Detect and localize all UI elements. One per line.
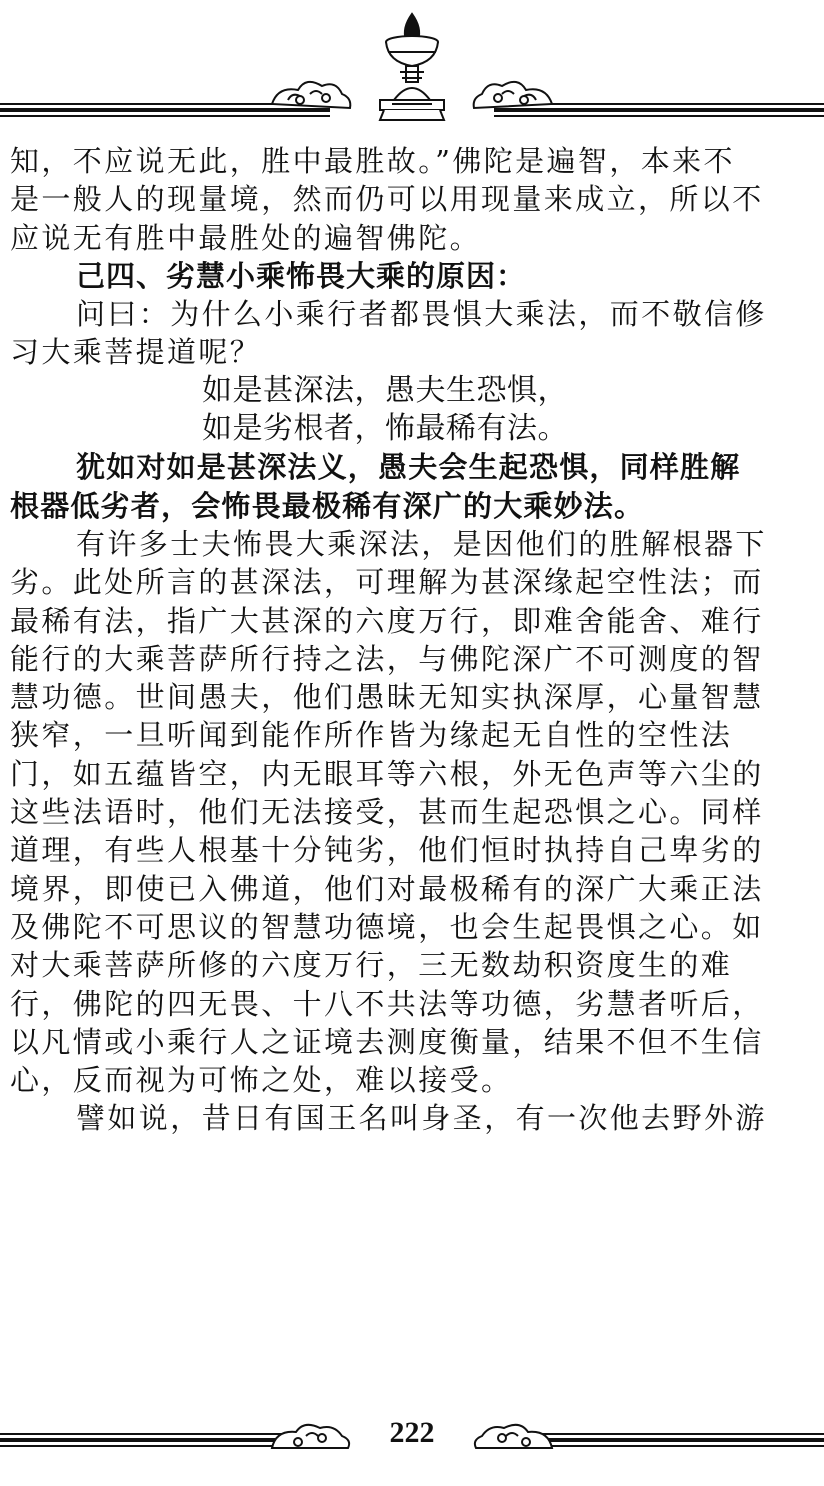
page-content [10,142,810,1138]
footer-left-rule [0,1434,290,1446]
commentary-line: 境界，即使已入佛道，他们对最极稀有的深广大乘正法 [10,871,764,906]
explanation-line: 犹如对如是甚深法义，愚夫会生起恐惧，同样胜解 [76,450,741,485]
question-line: 习大乘菩提道呢？ [10,335,262,370]
question-line: 问曰：为什么小乘行者都畏惧大乘法，而不敬信修 [76,297,767,332]
text-line: 应说无有胜中最胜处的遍智佛陀。 [10,220,482,255]
auspicious-cloud-icon [272,1425,349,1448]
commentary-line: 道理，有些人根基十分钝劣，他们恒时执持自己卑劣的 [10,833,764,868]
commentary-line: 这些法语时，他们无法接受，甚而生起恐惧之心。同样 [10,795,764,830]
footer-right-rule [534,1434,824,1446]
text-line: 譬如说，昔日有国王名叫身圣，有一次他去野外游 [76,1101,767,1136]
butter-lamp-icon [380,14,444,120]
commentary-line: 狭窄，一旦听闻到能作所作皆为缘起无自性的空性法 [10,718,733,753]
page-number: 222 [389,1416,435,1449]
commentary-line: 劣。此处所言的甚深法，可理解为甚深缘起空性法；而 [10,565,764,600]
commentary-line: 有许多士夫怖畏大乘深法，是因他们的胜解根器下 [76,526,767,561]
auspicious-cloud-icon [475,1425,552,1448]
header-right-rule [494,104,824,116]
commentary-line: 能行的大乘菩萨所行持之法，与佛陀深广不可测度的智 [10,641,764,676]
section-heading: 己四、劣慧小乘怖畏大乘的原因： [76,258,527,293]
header-left-rule [0,104,330,116]
text-line: 知，不应说无此，胜中最胜故。”佛陀是遍智，本来不 [10,144,735,178]
verse-line: 如是劣根者，怖最稀有法。 [202,411,568,447]
commentary-line: 及佛陀不可思议的智慧功德境，也会生起畏惧之心。如 [10,909,764,944]
commentary-line: 门，如五蕴皆空，内无眼耳等六根，外无色声等六尘的 [10,756,764,791]
commentary-line: 心，反而视为可怖之处，难以接受。 [10,1063,513,1098]
text-line: 是一般人的现量境，然而仍可以用现量来成立，所以不 [10,182,764,217]
verse-line: 如是甚深法，愚夫生恐惧， [202,372,568,408]
commentary-line: 以凡情或小乘行人之证境去测度衡量，结果不但不生信 [10,1024,764,1059]
header-ornament [0,0,824,135]
commentary-line: 对大乘菩萨所修的六度万行，三无数劫积资度生的难 [10,948,733,983]
commentary-line: 最稀有法，指广大甚深的六度万行，即难舍能舍、难行 [10,603,764,638]
auspicious-cloud-icon [474,82,552,108]
auspicious-cloud-icon [272,82,350,108]
commentary-line: 慧功德。世间愚夫，他们愚昧无知实执深厚，心量智慧 [10,680,764,715]
explanation-line: 根器低劣者，会怖畏最极稀有深广的大乘妙法。 [10,488,645,523]
commentary-line: 行，佛陀的四无畏、十八不共法等功德，劣慧者听后， [10,986,764,1021]
